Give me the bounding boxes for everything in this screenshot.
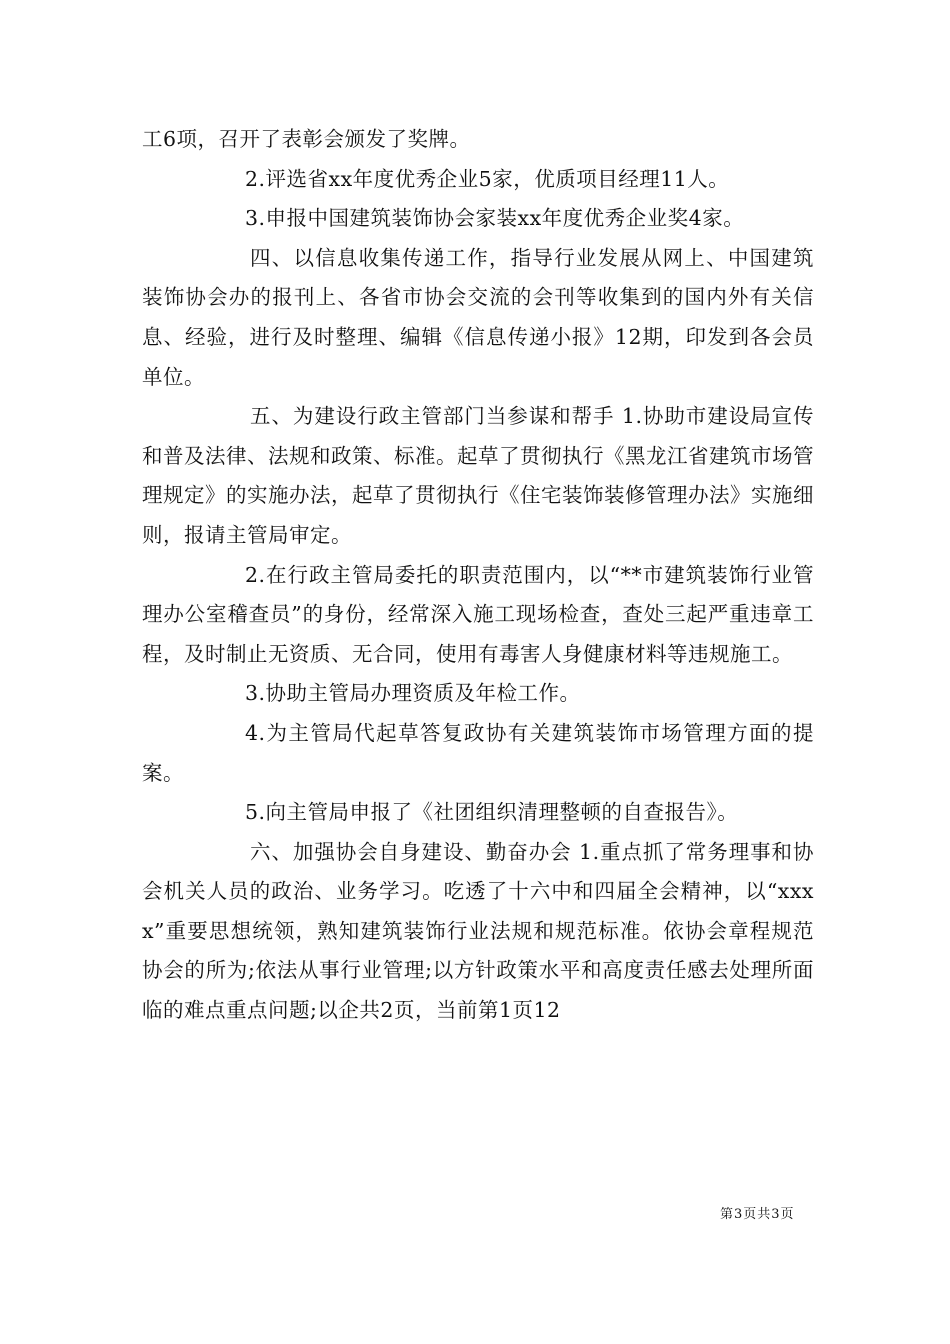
paragraph-section-5-item-4: 4.为主管局代起草答复政协有关建筑装饰市场管理方面的提案。 [142, 720, 814, 785]
paragraph-item-2: 2.评选省xx年度优秀企业5家，优质项目经理11人。 [245, 166, 730, 191]
page-number-footer: 第3页共3页 [720, 1207, 795, 1222]
document-body [142, 120, 814, 1031]
paragraph-section-4: 四、以信息收集传递工作，指导行业发展从网上、中国建筑装饰协会办的报刊上、各省市协会交流的会刊等收集到的国内外有关信息、经验，进行及时整理、编辑《信息传递小报》12期，印发到各会员单位。 [142, 245, 814, 389]
paragraph-item-3: 3.申报中国建筑装饰协会家装xx年度优秀企业奖4家。 [245, 206, 745, 231]
paragraph-continuation: 工6项，召开了表彰会颁发了奖牌。 [142, 127, 471, 151]
paragraph-section-5-item-3: 3.协助主管局办理资质及年检工作。 [245, 681, 581, 706]
paragraph-section-5-item-5: 5.向主管局申报了《社团组织清理整顿的自查报告》。 [245, 800, 739, 825]
paragraph-section-5: 五、为建设行政主管部门当参谋和帮手 1.协助市建设局宣传和普及法律、法规和政策、标准。起草了贯彻执行《黑龙江省建筑市场管理规定》的实施办法，起草了贯彻执行《住宅装饰装修管理办法》实施细则，报请主管局审定。 [142, 404, 814, 547]
paragraph-section-5-item-2: 2.在行政主管局委托的职责范围内，以“**市建筑装饰行业管理办公室稽查员”的身份，经常深入施工现场检查，查处三起严重违章工程，及时制止无资质、无合同，使用有毒害人身健康材料等违规施工。 [142, 562, 814, 666]
paragraph-section-6: 六、加强协会自身建设、勤奋办会 1.重点抓了常务理事和协会机关人员的政治、业务学习。吃透了十六中和四届全会精神，以“xxxx”重要思想统领，熟知建筑装饰行业法规和规范标准。依协会章程规范协会的所为;依法从事行业管理;以方针政策水平和高度责任感去处理所面临的难点重点问题;以企共2页，当前第1页12 [142, 839, 814, 1023]
